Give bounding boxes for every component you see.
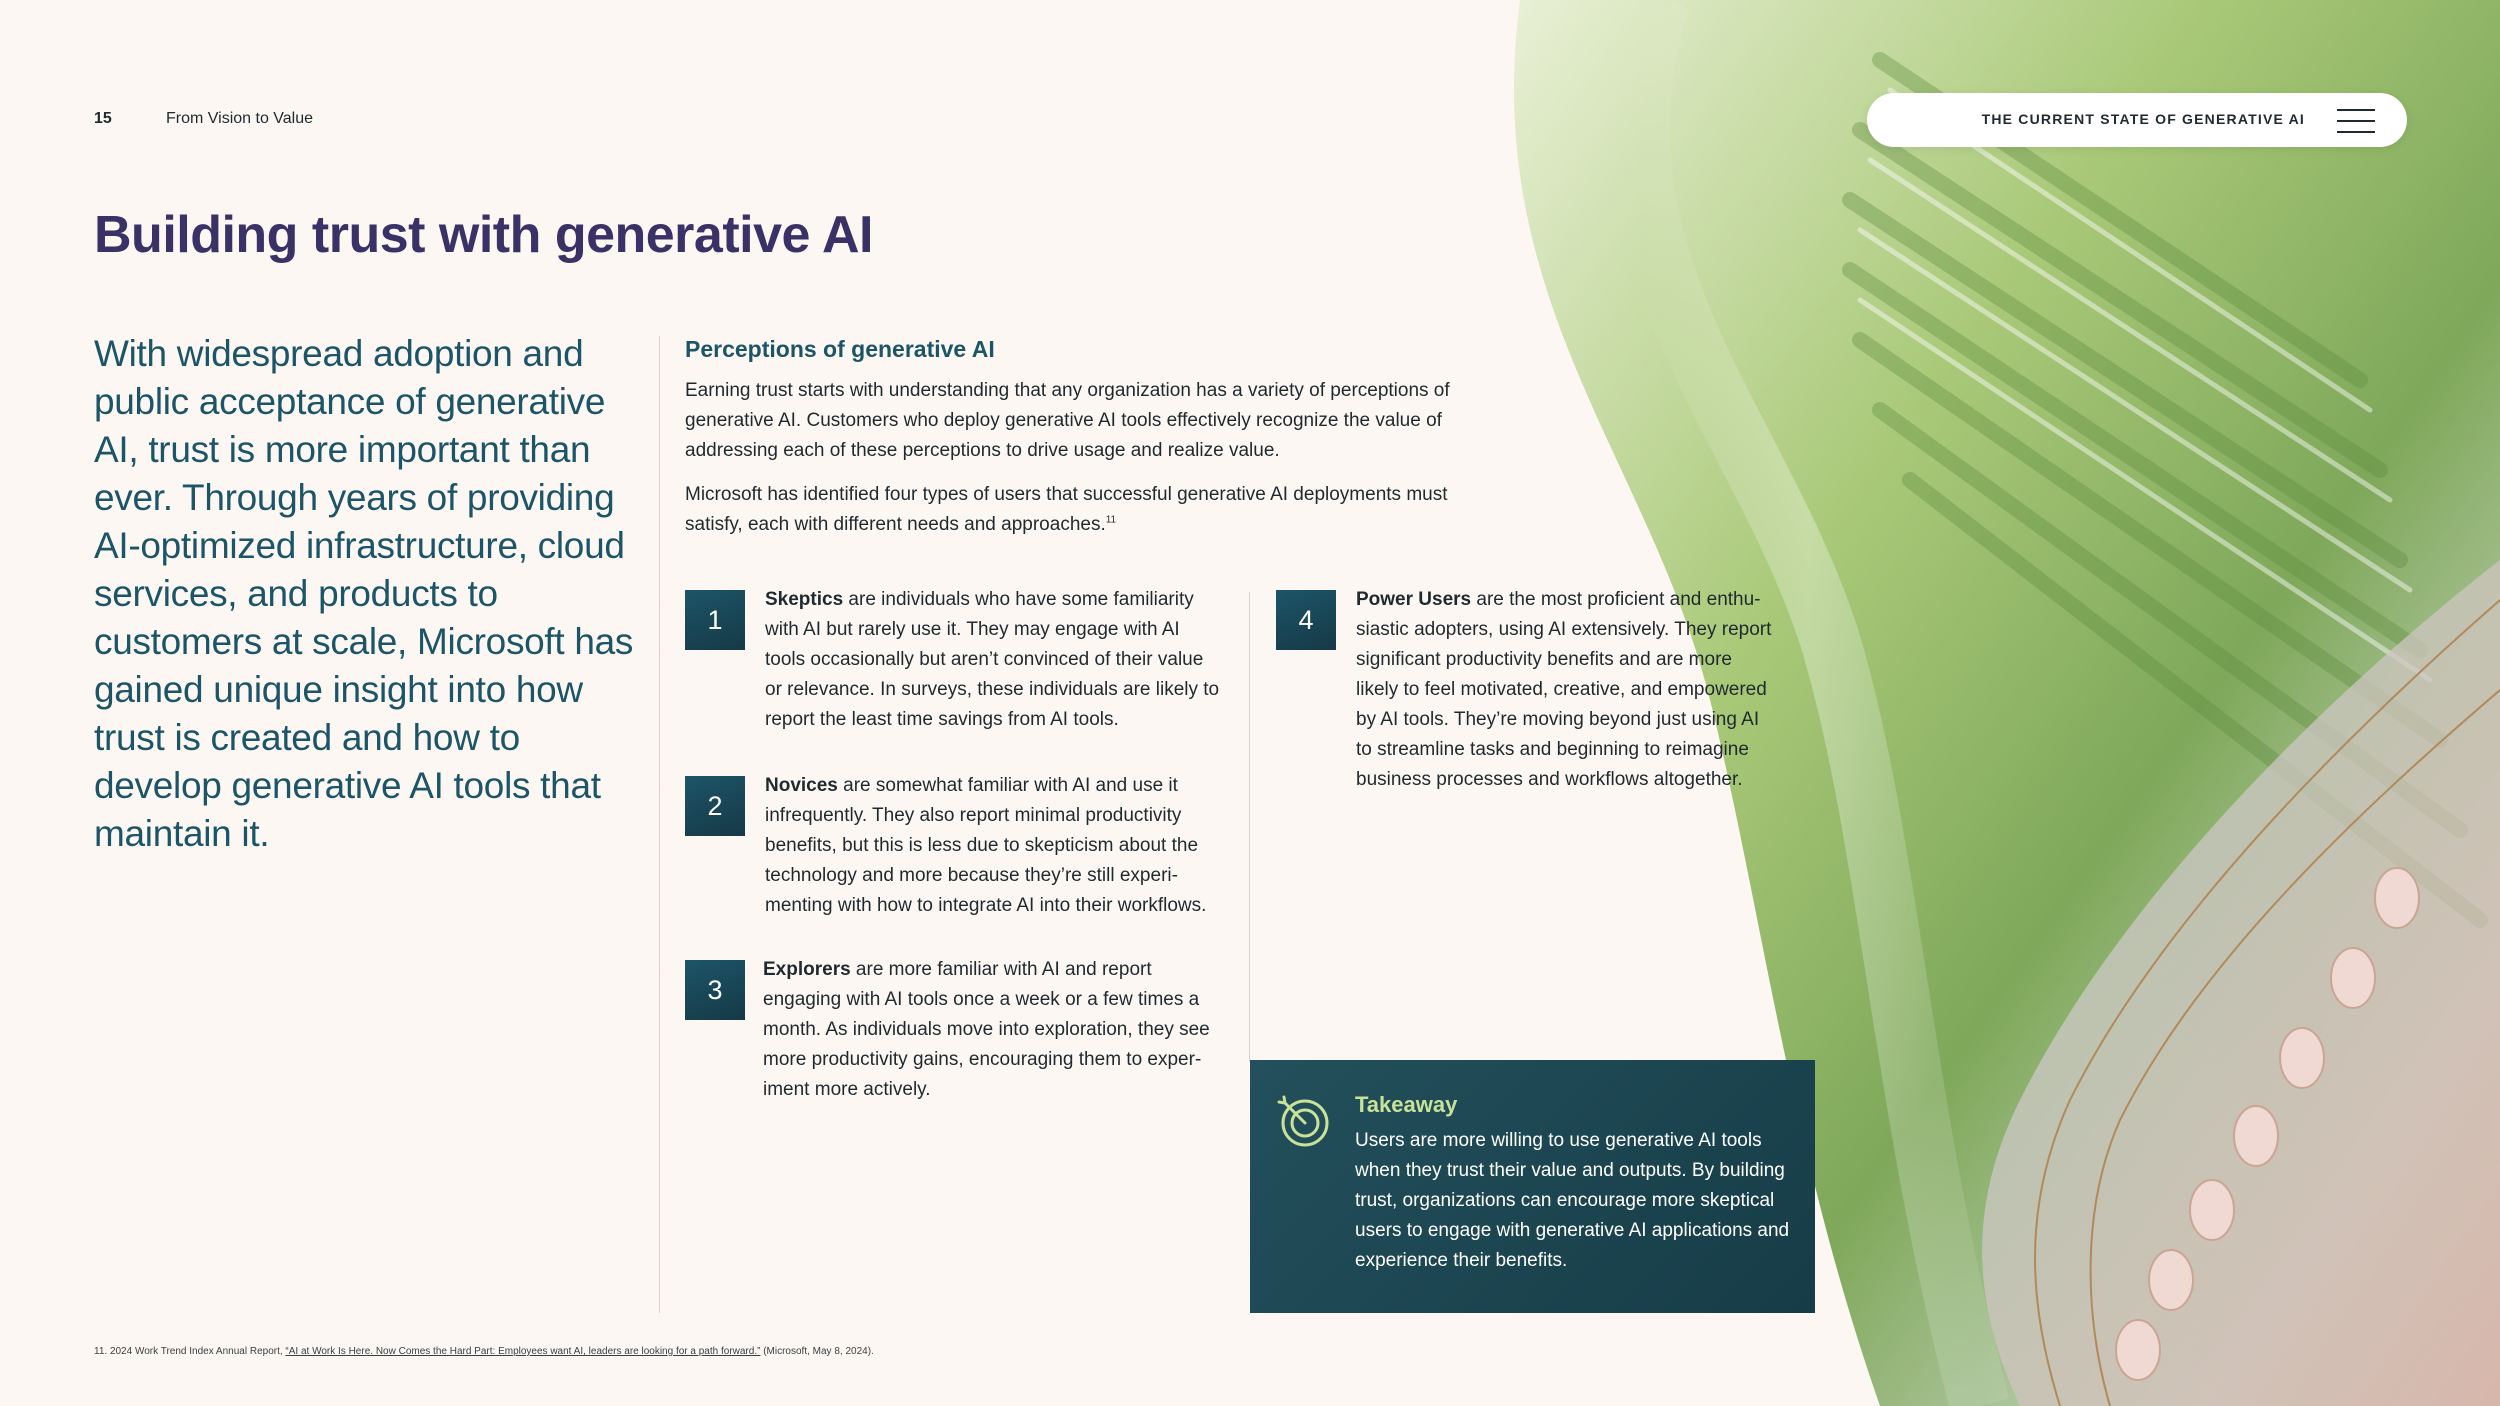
user-type-power-users (1356, 585, 1776, 795)
footnote-reference[interactable]: 11 (1105, 514, 1117, 526)
target-icon (1275, 1093, 1331, 1149)
footnote-prefix: 11. 2024 Work Trend Index Annual Report, (94, 1346, 286, 1357)
page-title: Building trust with generative AI (94, 206, 873, 264)
page-number: 15 (94, 110, 112, 127)
user-type-name: Novices (765, 775, 838, 796)
user-type-name: Skeptics (765, 589, 844, 610)
column-divider (659, 336, 660, 1313)
takeaway-title: Takeaway (1355, 1092, 1458, 1117)
section-nav-pill[interactable] (1867, 93, 2407, 147)
hamburger-menu-icon[interactable] (2337, 109, 2375, 133)
takeaway-body: Users are more willing to use generative AI tools when they trust their value and outputs. By building trust, organizations can encourage more skeptical users to engage with generative AI applications and experience their benefits. (1355, 1130, 1790, 1271)
document-title[interactable]: From Vision to Value (166, 110, 314, 127)
user-type-name: Power Users (1356, 589, 1472, 610)
section-label[interactable]: THE CURRENT STATE OF GENERATIVE AI (1981, 111, 2305, 127)
number-badge-3: 3 (685, 960, 745, 1020)
perceptions-paragraph-2: Microsoft has identified four types of users that successful generative AI deployments must satisfy, each with different needs and approaches.$^{11}$ (685, 484, 1448, 535)
user-type-skeptics (765, 585, 1225, 735)
number-badge-2: 2 (685, 776, 745, 836)
user-type-novices (765, 771, 1230, 921)
footnote-suffix: (Microsoft, May 8, 2024). (760, 1346, 874, 1357)
user-type-description: are somewhat familiar with AI and use it infrequently. They also report minimal productivity benefits, but this is less due to skepticism about the technology and more because they’re still experi-menting with how to integrate AI into their workflows. (765, 775, 1207, 916)
user-type-description: are the most proficient and enthu-siastic adopters, using AI extensively. They report significant productivity benefits and are more likely to feel motivated, creative, and empowered by AI tools. They’re moving beyond just using AI to streamline tasks and beginning to reimagine business processes and workflows altogether. (1356, 589, 1772, 790)
user-type-explorers (763, 955, 1223, 1105)
footnote (94, 1346, 874, 1357)
perceptions-paragraph-1: Earning trust starts with understanding that any organization has a variety of perceptions of generative AI. Customers who deploy generative AI tools effectively recognize the value of addressing each of these perceptions to drive usage and realize value. (685, 380, 1450, 461)
lead-paragraph: With widespread adoption and public acceptance of generative AI, trust is more important than ever. Through years of providing AI-optimized infrastructure, cloud services, and products to customers at scale, Microsoft has gained unique insight into how trust is created and how to develop generative AI tools that maintain it. (94, 333, 634, 854)
user-type-description: are individuals who have some familiarity with AI but rarely use it. They may engage with AI tools occasionally but aren’t convinced of their value or relevance. In surveys, these individuals are likely to report the least time savings from AI tools. (765, 589, 1220, 730)
takeaway-callout (1250, 1060, 1815, 1313)
perceptions-heading: Perceptions of generative AI (685, 336, 995, 362)
user-type-name: Explorers (763, 959, 851, 980)
footnote-link[interactable]: “AI at Work Is Here. Now Comes the Hard Part: Employees want AI, leaders are looking for a path forward.” (285, 1346, 761, 1357)
number-badge-1: 1 (685, 590, 745, 650)
column-divider-secondary (1249, 592, 1250, 1062)
number-badge-4: 4 (1276, 590, 1336, 650)
user-type-description: are more familiar with AI and report engaging with AI tools once a week or a few times a month. As individuals move into exploration, they see more productivity gains, encouraging them to exper-iment more actively. (763, 959, 1210, 1100)
